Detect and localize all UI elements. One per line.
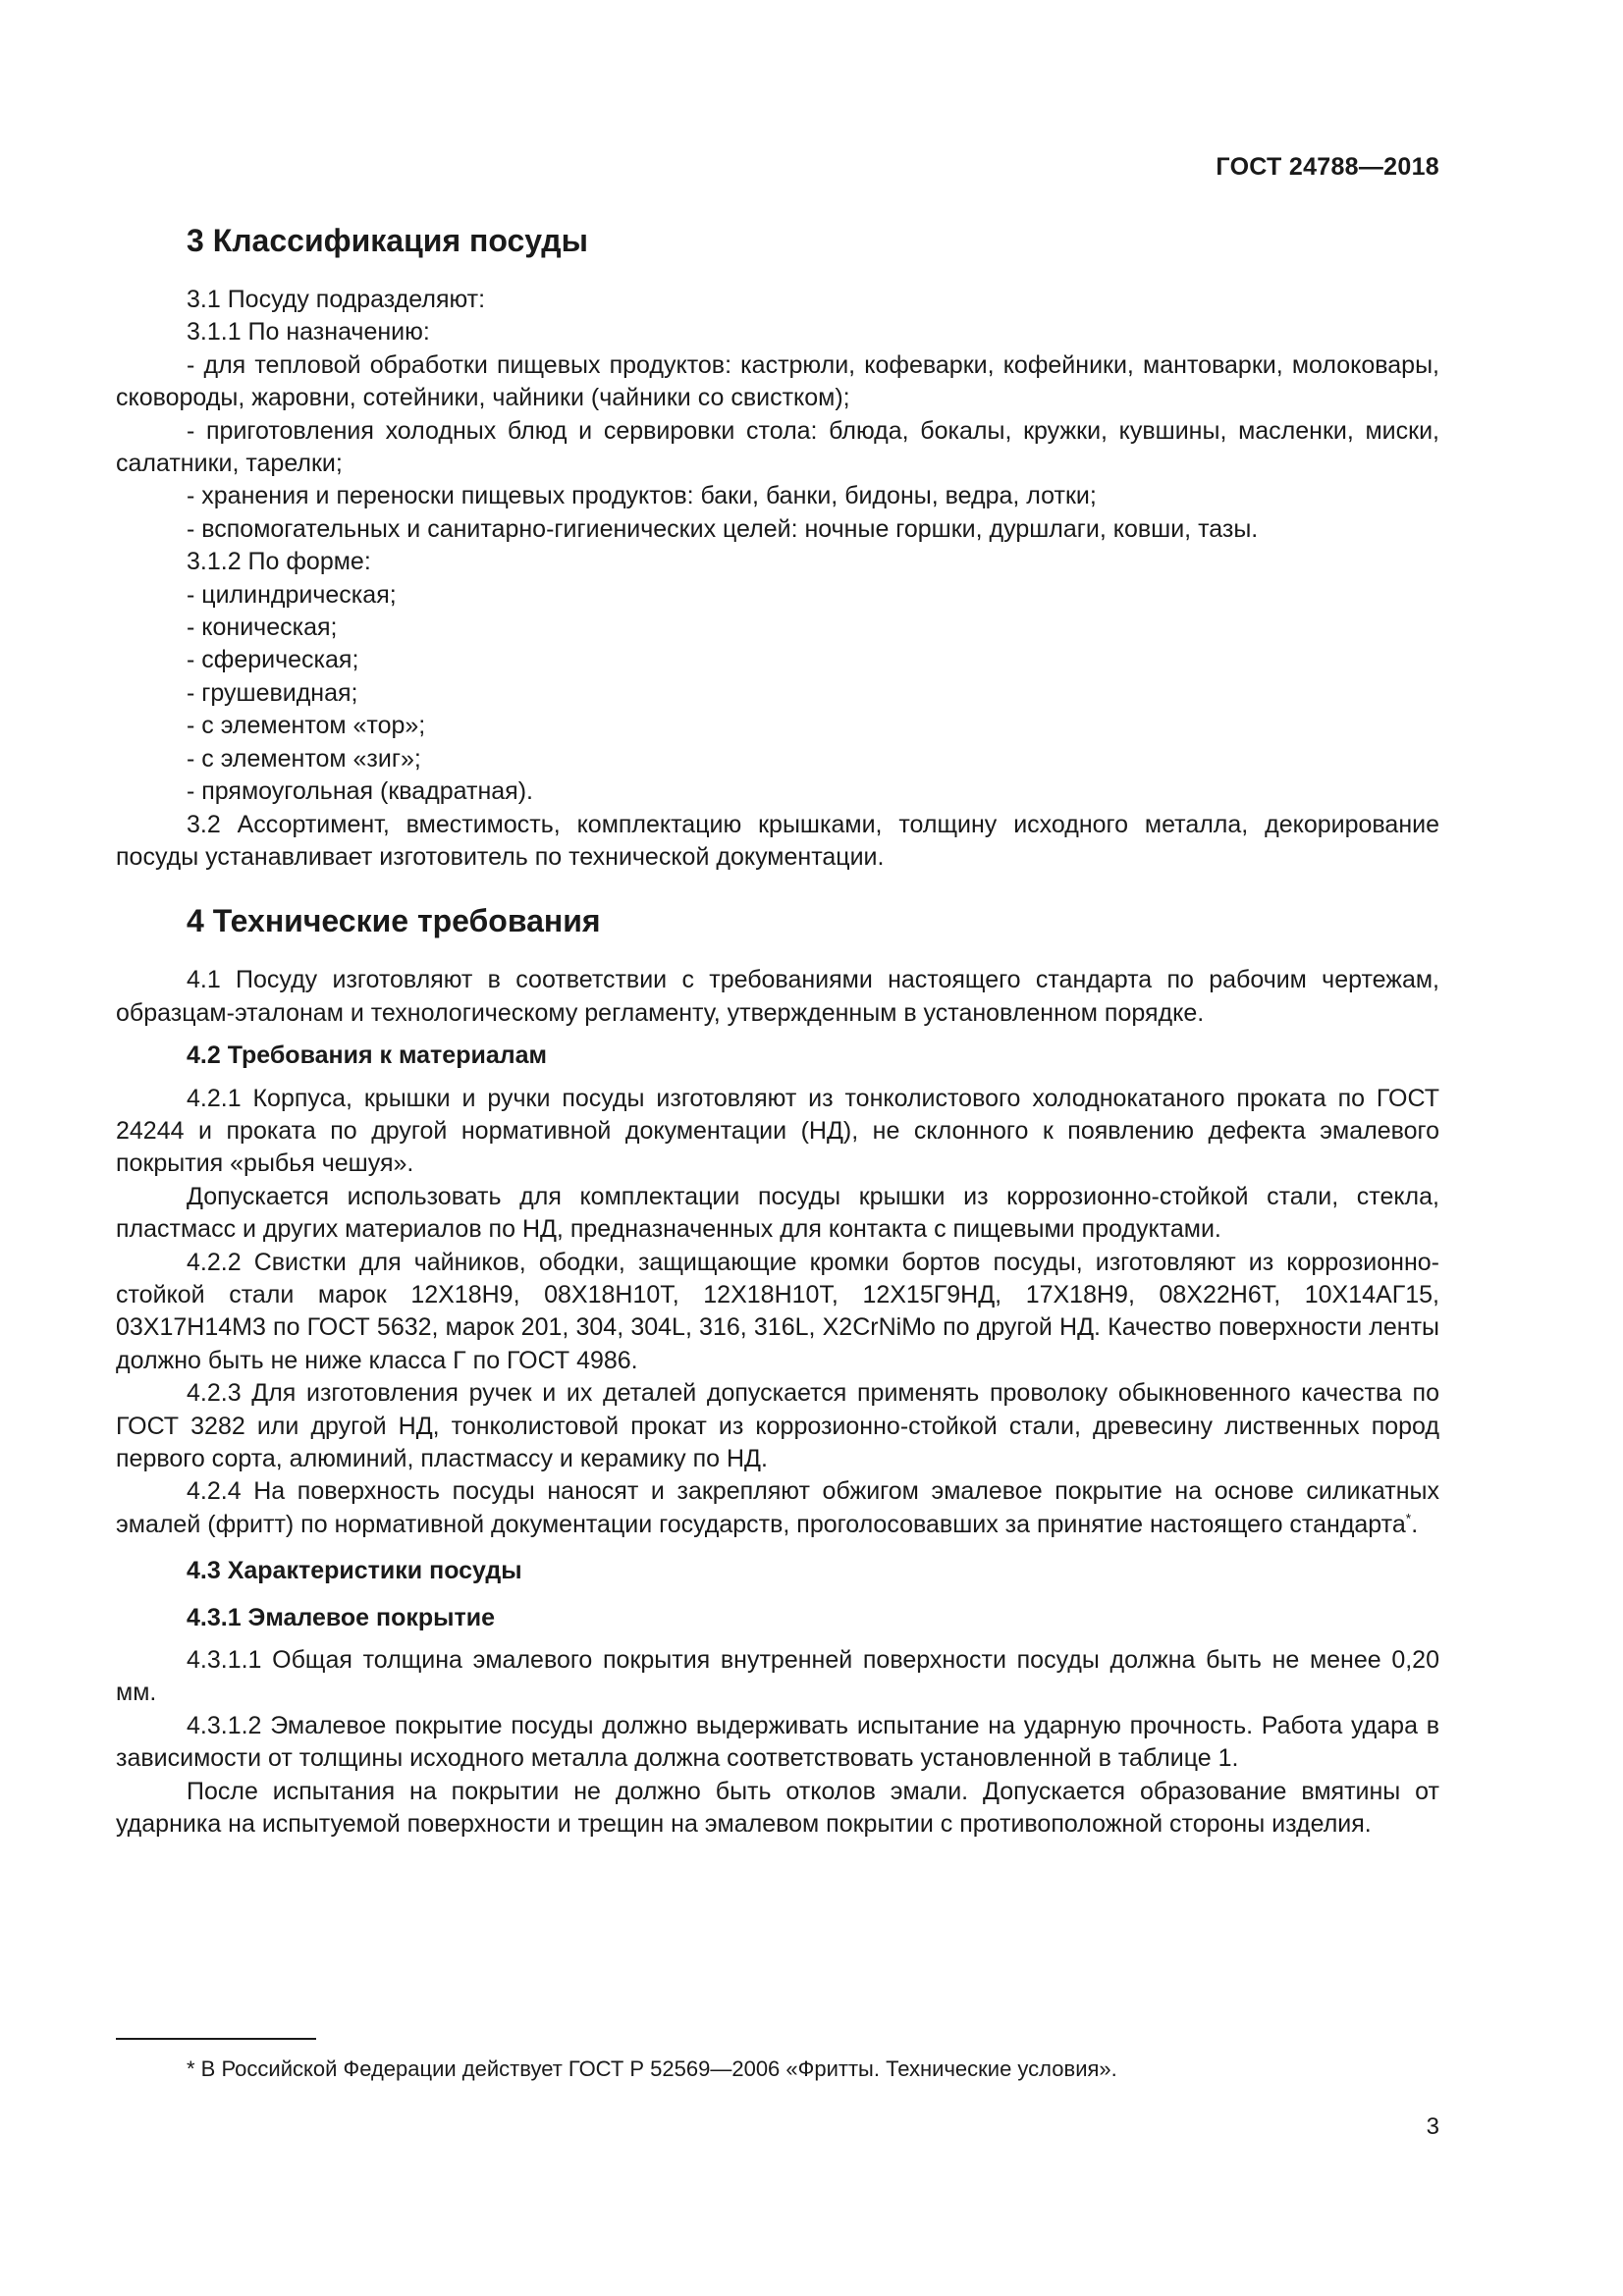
list-item: - грушевидная;	[187, 678, 358, 707]
paragraph-3-2: 3.2 Ассортимент, вместимость, комплектацию крышками, толщину исходного металла, декорирование посуды устанавливает изготовитель по технической документации.	[116, 810, 1439, 871]
paragraph-4-3-1-1: 4.3.1.1 Общая толщина эмалевого покрытия внутренней поверхности посуды должна быть не менее 0,20 мм.	[116, 1646, 1439, 1707]
list-item: - вспомогательных и санитарно-гигиенических целей: ночные горшки, дуршлаги, ковши, тазы.	[187, 514, 1259, 543]
list-item: - приготовления холодных блюд и сервировки стола: блюда, бокалы, кружки, кувшины, масленки, миски, салатники, тарелки;	[116, 416, 1439, 478]
paragraph-4-2-1: 4.2.1 Корпуса, крышки и ручки посуды изготовляют из тонколистового холоднокатаного проката по ГОСТ 24244 и проката по другой нормативной документации (НД), не склонного к появлению дефекта эмалевого покрытия «рыбья чешуя».	[116, 1084, 1439, 1178]
list-item: - хранения и переноски пищевых продуктов: баки, банки, бидоны, ведра, лотки;	[187, 482, 1097, 510]
section-4-title: 4 Технические требования	[187, 903, 601, 939]
paragraph-4-2-4	[116, 1475, 1439, 1541]
list-item: - с элементом «тор»;	[187, 712, 426, 740]
paragraph-3-1-2: 3.1.2 По форме:	[187, 548, 371, 576]
subsection-4-3-1-title: 4.3.1 Эмалевое покрытие	[187, 1603, 496, 1631]
document-code: ГОСТ 24788—2018	[1216, 153, 1439, 181]
list-item: - коническая;	[187, 614, 338, 642]
footnote: * В Российской Федерации действует ГОСТ Р 52569—2006 «Фритты. Технические условия».	[187, 2056, 1117, 2081]
paragraph-3-1: 3.1 Посуду подразделяют:	[187, 286, 486, 313]
paragraph-4-2-2: 4.2.2 Свистки для чайников, ободки, защищающие кромки бортов посуды, изготовляют из коррозионно-стойкой стали марок 12Х18Н9, 08Х18Н10Т, 12Х18Н10Т, 12Х15Г9НД, 17Х18Н9, 08Х22Н6Т, 10Х14АГ15, 03Х17Н14М3 по ГОСТ 5632, марок 201, 304, 304L, 316, 316L, X2CrNiMo по другой НД. Качество поверхности ленты должно быть не ниже класса Г по ГОСТ 4986.	[116, 1248, 1439, 1374]
footnote-reference[interactable]: *	[1405, 1510, 1412, 1526]
list-item: - цилиндрическая;	[187, 580, 397, 609]
paragraph-4-3-1-2-note: После испытания на покрытии не должно быть отколов эмали. Допускается образование вмятины от ударника на испытуемой поверхности и трещин на эмалевом покрытии с противоположной стороны изделия.	[116, 1777, 1439, 1839]
section-3-title: 3 Классификация посуды	[187, 223, 588, 258]
paragraph-4-3-1-2: 4.3.1.2 Эмалевое покрытие посуды должно выдерживать испытание на ударную прочность. Работа удара в зависимости от толщины исходного металла должна соответствовать установленной в таблице 1.	[116, 1711, 1439, 1773]
paragraph-4-2-4-end: .	[1411, 1510, 1419, 1538]
footnote-divider	[116, 2038, 316, 2040]
page-number: 3	[1426, 2113, 1439, 2140]
paragraph-3-1-1: 3.1.1 По назначению:	[187, 318, 430, 347]
list-item: - с элементом «зиг»;	[187, 744, 421, 773]
paragraph-4-2-1-note: Допускается использовать для комплектации посуды крышки из коррозионно-стойкой стали, стекла, пластмасс и других материалов по НД, предназначенных для контакта с пищевыми продуктами.	[116, 1182, 1439, 1244]
list-item: - сферическая;	[187, 646, 359, 674]
subsection-4-2-title: 4.2 Требования к материалам	[187, 1041, 548, 1070]
subsection-4-3-title: 4.3 Характеристики посуды	[187, 1557, 522, 1585]
paragraph-4-1: 4.1 Посуду изготовляют в соответствии с требованиями настоящего стандарта по рабочим чертежам, образцам-эталонам и технологическому регламенту, утвержденным в установленном порядке.	[116, 966, 1439, 1027]
list-item: - для тепловой обработки пищевых продуктов: кастрюли, кофеварки, кофейники, мантоварки, молоковары, сковороды, жаровни, сотейники, чайники (чайники со свистком);	[116, 350, 1439, 412]
list-item: - прямоугольная (квадратная).	[187, 777, 533, 806]
paragraph-4-2-3: 4.2.3 Для изготовления ручек и их деталей допускается применять проволоку обыкновенного качества по ГОСТ 3282 или другой НД, тонколистовой прокат из коррозионно-стойкой стали, древесину лиственных пород первого сорта, алюминий, пластмассу и керамику по НД.	[116, 1379, 1439, 1472]
paragraph-4-2-4-text: 4.2.4 На поверхность посуды наносят и закрепляют обжигом эмалевое покрытие на основе силикатных эмалей (фритт) по нормативной документации государств, проголосовавших за принятие настоящего стандарта	[116, 1477, 1439, 1538]
document-body	[116, 221, 1439, 1841]
